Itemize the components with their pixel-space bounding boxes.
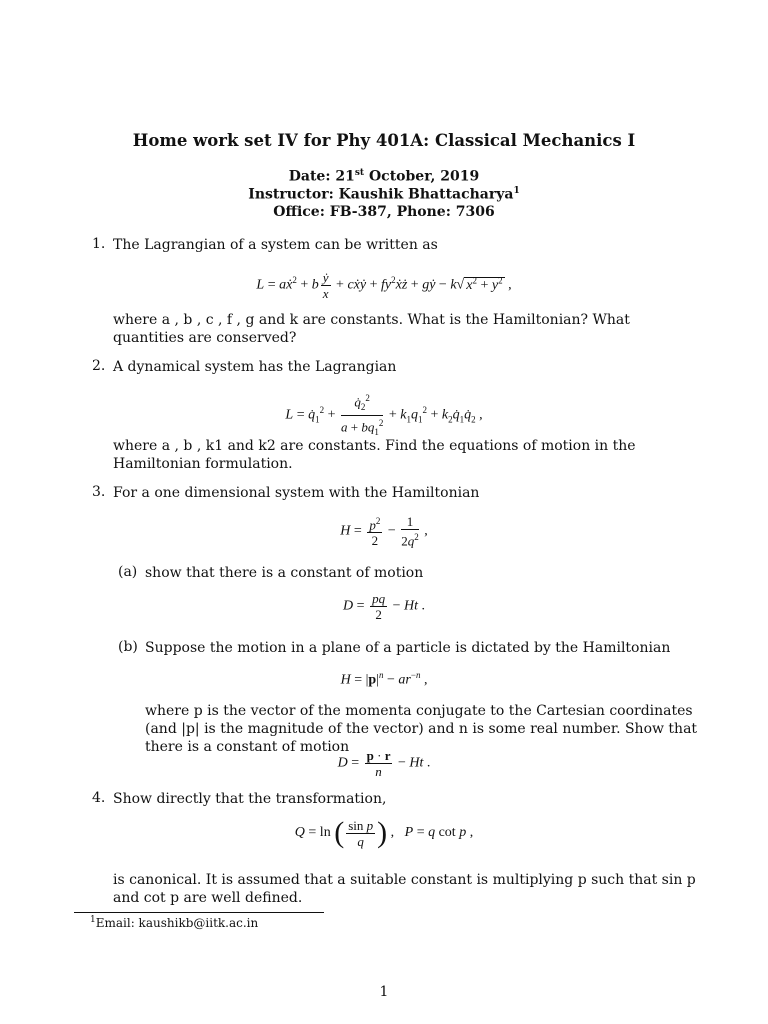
footnote: $^1$Email: kaushikb@iitk.ac.in [90, 915, 259, 930]
problem-3-equation: H = $\frac{p^2}{2}$ − $\frac{1}{2q^2}$ , [340, 514, 428, 549]
problem-3a-label: (a) [118, 564, 138, 580]
problem-1-number: 1. [92, 236, 106, 252]
problem-3b-label: (b) [118, 639, 138, 655]
problem-3a-text: show that there is a constant of motion [145, 565, 424, 581]
problem-3-number: 3. [92, 484, 106, 500]
problem-3b-after: where p is the vector of the momenta conjugate to the Cartesian coordinates (and |p| is the magnitude of the vector) and n is some real number. Show that there is a constant of motion [145, 703, 698, 755]
problem-2-number: 2. [92, 358, 106, 374]
problem-2-after: where a , b , k1 and k2 are constants. Find the equations of motion in the Hamiltonian formulation. [113, 438, 636, 472]
page-number: 1 [379, 984, 389, 1000]
problem-1-equation: L = aẋ$^2$ + b $\frac{\text{ẏ}}{x}$ + cẋẏ + $fy^2ẋż$ + gẏ − k√ $x^2 + y^2$ , [256, 270, 512, 301]
problem-4-text: Show directly that the transformation, [113, 791, 387, 807]
problem-3-text: For a one dimensional system with the Hamiltonian [113, 485, 480, 501]
problem-3b-result-equation: D = $\frac{p \cdot r}{n}$ − Ht . [337, 748, 431, 779]
problem-4-after: is canonical. It is assumed that a suitable constant is multiplying p such that sin p and cot p are well defined. [113, 872, 696, 906]
office-line: Office: FB-387, Phone: 7306 [273, 204, 495, 220]
problem-3a-equation: D = $\frac{pq}{2}$ − Ht . [343, 591, 425, 622]
page-title: Home work set IV for Phy 401A: Classical Mechanics I [132, 131, 636, 150]
date-line: Date: 21st October, 2019 [288, 168, 480, 185]
problem-3b-text: Suppose the motion in a plane of a particle is dictated by the Hamiltonian [145, 640, 671, 656]
instructor-line: Instructor: Kaushik Bhattacharya$^1$ [248, 186, 520, 203]
problem-4-equation: Q = ln ( $\frac{\text{sin p}}{q}$ ) , P = q cot p , [294, 816, 474, 849]
problem-4-number: 4. [92, 790, 106, 806]
footnote-rule [74, 912, 324, 913]
problem-1-after: where a , b , c , f , g and k are constants. What is the Hamiltonian? What quantities are conserved? [113, 312, 630, 346]
problem-1-text: The Lagrangian of a system can be written as [113, 237, 438, 253]
problem-3b-equation: $H = |p|^n - ar^{-n}$ , [340, 670, 428, 688]
problem-2-equation: $L = q̇_1^2$ + $\frac{q̇_2^2}{a + bq_1^2}$ + $k_1q_1^2$ + $k_2q̇_1q̇_2$ , [285, 393, 483, 437]
problem-2-text: A dynamical system has the Lagrangian [113, 359, 397, 375]
